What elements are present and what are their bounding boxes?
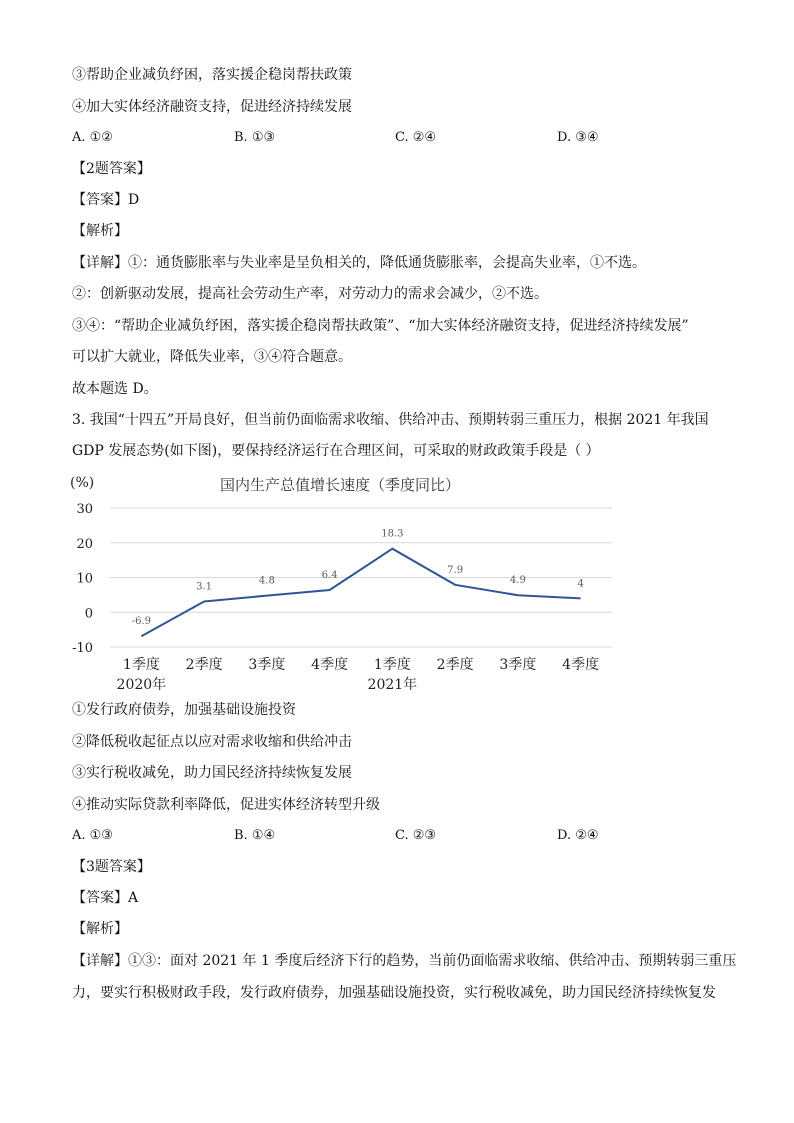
gdp-growth-chart	[60, 467, 630, 697]
y-tick-label: 0	[84, 606, 93, 622]
data-label: 4.8	[258, 575, 275, 587]
chart-gridlines	[110, 508, 612, 647]
q3-statement-3: ③实行税收减免，助力国民经济持续恢复发展	[72, 765, 352, 781]
y-tick-label: -10	[72, 641, 93, 656]
q2-answer-header: 【2题答案】	[72, 161, 151, 177]
chart-year-labels	[117, 676, 418, 693]
y-tick-label: 10	[76, 571, 93, 587]
q2-option-a: A. ①②	[72, 130, 113, 145]
data-label: 18.3	[381, 528, 404, 540]
x-tick-label: 1季度	[122, 657, 160, 673]
y-tick-label: 30	[76, 502, 93, 517]
data-label: 4	[577, 578, 584, 590]
q3-statement-2: ②降低税收起征点以应对需求收缩和供给冲击	[72, 734, 352, 750]
q3-option-a: A. ①③	[72, 828, 113, 843]
data-label: 3.1	[196, 581, 213, 593]
data-label: 6.4	[321, 570, 338, 582]
q2-option-d: D. ③④	[557, 130, 599, 145]
q3-detail-1: 【详解】①③：面对 2021 年 1 季度后经济下行的趋势，当前仍面临需求收缩、供给冲击、预期转弱三重压	[72, 953, 737, 969]
x-tick-label: 2季度	[436, 657, 474, 673]
chart-ylabel: (%)	[70, 475, 95, 491]
x-tick-label: 1季度	[373, 657, 411, 673]
q2-answer: 【答案】D	[72, 192, 140, 208]
q3-stem-1: 3. 我国“十四五”开局良好，但当前仍面临需求收缩、供给冲击、预期转弱三重压力，根据 2021 年我国	[72, 412, 709, 428]
chart-title: 国内生产总值增长速度（季度同比）	[219, 476, 461, 494]
q3-option-b: B. ①④	[234, 828, 276, 843]
x-tick-label: 3季度	[248, 657, 286, 673]
q3-answer: 【答案】A	[72, 890, 139, 906]
q2-detail-1: 【详解】①：通货膨胀率与失业率是呈负相关的，降低通货膨胀率，会提高失业率，①不选。	[72, 255, 646, 271]
x-tick-label: 4季度	[562, 657, 600, 673]
q3-analysis-header: 【解析】	[72, 921, 128, 937]
x-tick-label: 4季度	[311, 657, 349, 673]
q2-statement-4: ④加大实体经济融资支持，促进经济持续发展	[72, 99, 352, 115]
q3-statement-1: ①发行政府债券，加强基础设施投资	[72, 702, 296, 718]
data-label: 4.9	[509, 575, 526, 587]
chart-y-ticks	[72, 502, 93, 656]
q3-options	[72, 826, 722, 846]
chart-x-ticks	[123, 656, 599, 673]
q2-analysis-header: 【解析】	[72, 223, 128, 239]
q3-detail-2: 力，要实行积极财政手段，发行政府债券，加强基础设施投资，实行税收减免，助力国民经济持续恢复发	[72, 985, 716, 1001]
q3-statement-4: ④推动实际贷款利率降低，促进实体经济转型升级	[72, 797, 380, 813]
q2-detail-4: 可以扩大就业，降低失业率，③④符合题意。	[72, 349, 352, 365]
q2-conclusion: 故本题选 D。	[72, 381, 158, 397]
q2-detail-3: ③④：“帮助企业减负纾困，落实援企稳岗帮扶政策”、“加大实体经济融资支持，促进经济持续发展”	[72, 318, 689, 334]
x-year-label: 2020年	[116, 677, 167, 693]
q2-detail-2: ②：创新驱动发展，提高社会劳动生产率，对劳动力的需求会减少，②不选。	[72, 286, 548, 302]
q2-option-b: B. ①③	[234, 130, 276, 145]
q2-options	[72, 128, 722, 148]
q3-answer-header: 【3题答案】	[72, 859, 151, 875]
x-year-label: 2021年	[367, 677, 418, 693]
x-tick-label: 2季度	[185, 657, 223, 673]
q2-statement-3: ③帮助企业减负纾困，落实援企稳岗帮扶政策	[72, 67, 352, 83]
x-tick-label: 3季度	[499, 657, 537, 673]
y-tick-label: 20	[76, 536, 93, 552]
q3-option-c: C. ②③	[395, 828, 437, 843]
data-label: 7.9	[447, 564, 464, 576]
q2-option-c: C. ②④	[395, 130, 437, 145]
data-label: -6.9	[131, 616, 152, 628]
q3-stem-2: GDP 发展态势(如下图)，要保持经济运行在合理区间，可采取的财政政策手段是（ ）	[72, 443, 600, 459]
q3-option-d: D. ②④	[557, 828, 599, 843]
